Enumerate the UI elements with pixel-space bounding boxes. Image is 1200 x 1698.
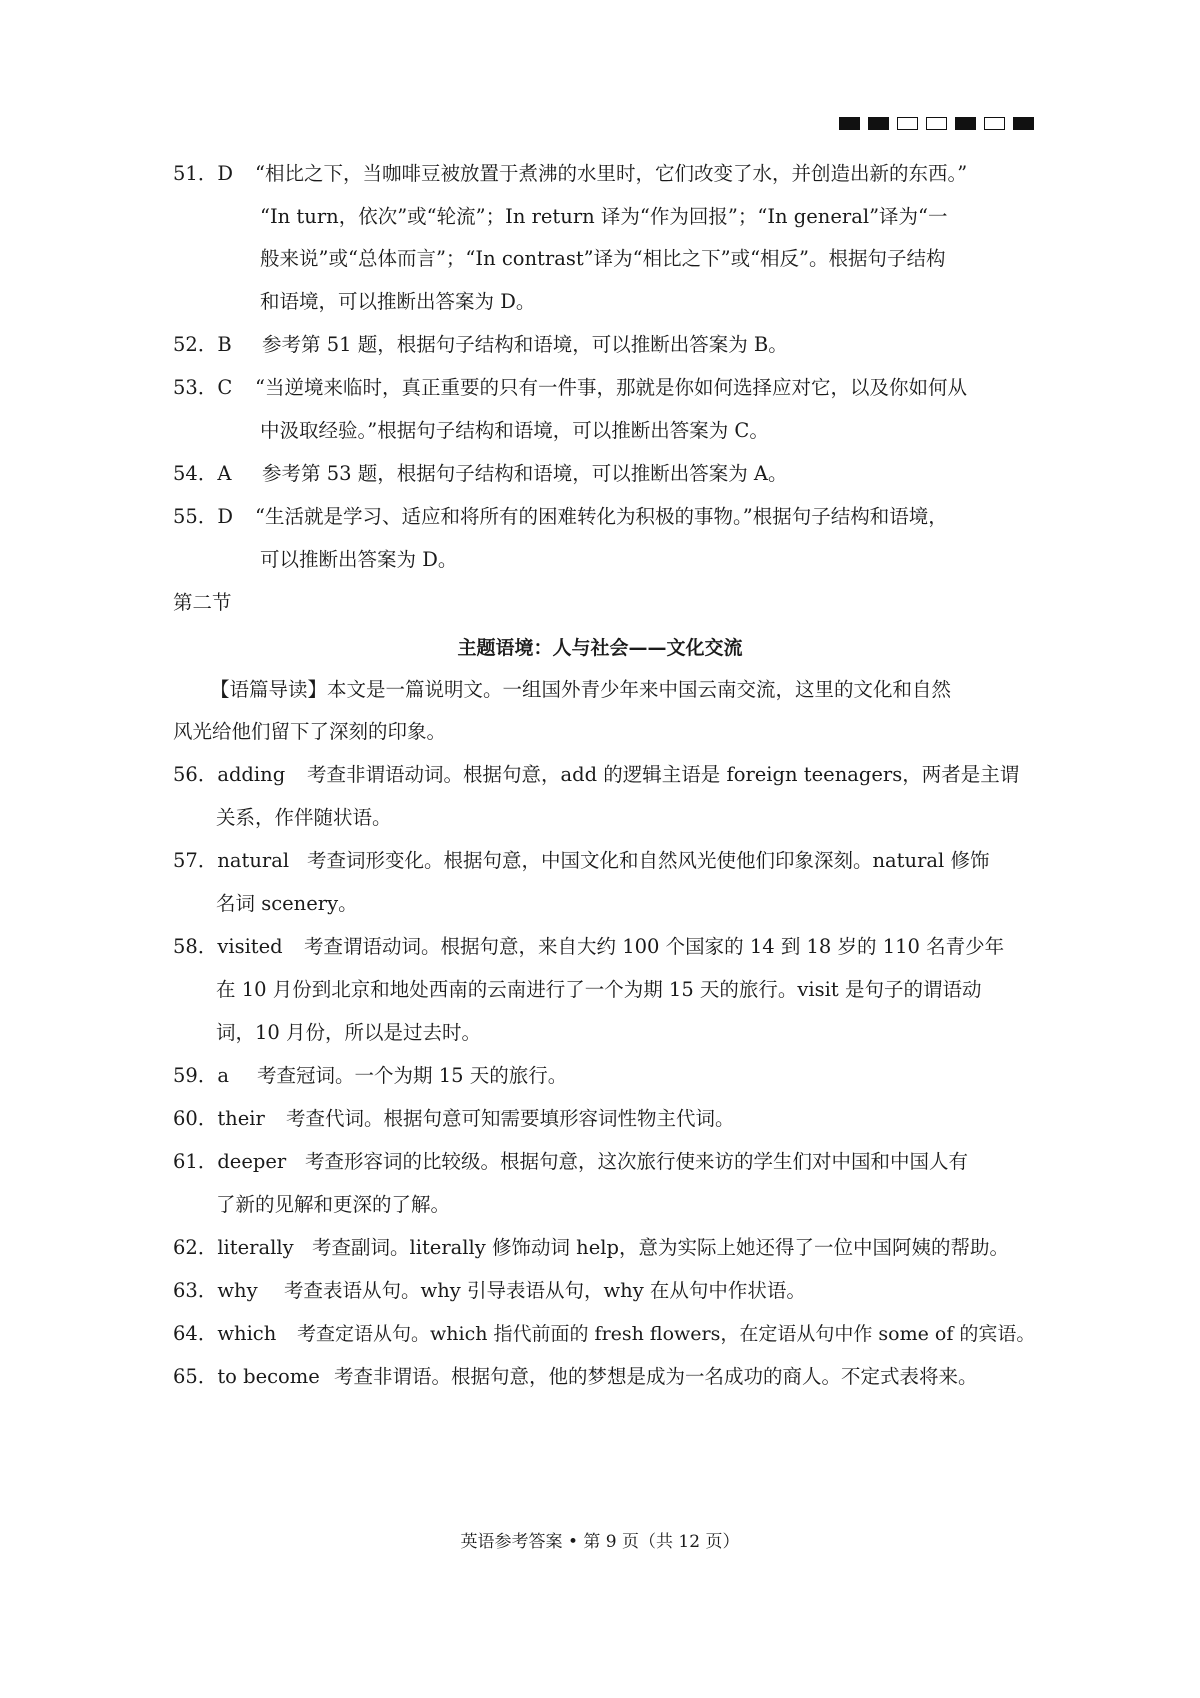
answer-text-line: 考查非谓语动词。根据句意，add 的逻辑主语是 foreign teenagers，两者是主谓 bbox=[307, 763, 1020, 786]
section-title: 主题语境：人与社会——文化交流 bbox=[457, 637, 743, 659]
intro-line: 【语篇导读】本文是一篇说明文。一组国外青少年来中国云南交流，这里的文化和自然 bbox=[210, 678, 952, 701]
answer-number: 52．B bbox=[173, 333, 232, 356]
answer-text-line: 考查词形变化。根据句意，中国文化和自然风光使他们印象深刻。natural 修饰 bbox=[307, 849, 990, 872]
section-label: 第二节 bbox=[173, 591, 232, 614]
answer-text-line: 名词 scenery。 bbox=[216, 892, 358, 915]
header-mark bbox=[955, 117, 976, 130]
header-mark bbox=[897, 117, 918, 130]
header-marks bbox=[839, 117, 1034, 130]
answer-text-line: 考查代词。根据句意可知需要填形容词性物主代词。 bbox=[286, 1107, 735, 1130]
page-footer: 英语参考答案 • 第 9 页（共 12 页） bbox=[460, 1532, 740, 1552]
answer-text-line: “当逆境来临时，真正重要的只有一件事，那就是你如何选择应对它，以及你如何从 bbox=[255, 376, 967, 399]
answer-number: 55．D bbox=[173, 505, 233, 528]
answer-number: 58．visited bbox=[173, 935, 283, 958]
answer-number: 63．why bbox=[173, 1279, 258, 1302]
answer-text-line: “In turn，依次”或“轮流”；In return 译为“作为回报”；“In general”译为“一 bbox=[260, 205, 948, 228]
answer-text-line: 参考第 53 题，根据句子结构和语境，可以推断出答案为 A。 bbox=[262, 462, 788, 485]
answer-text-line: 考查谓语动词。根据句意，来自大约 100 个国家的 14 到 18 岁的 110 名青少年 bbox=[304, 935, 1005, 958]
answer-number: 61．deeper bbox=[173, 1150, 287, 1173]
answer-text-line: 词，10 月份，所以是过去时。 bbox=[216, 1021, 482, 1044]
answer-text-line: 考查定语从句。which 指代前面的 fresh flowers，在定语从句中作 some of 的宾语。 bbox=[297, 1323, 1036, 1345]
answer-text-line: 考查副词。literally 修饰动词 help，意为实际上她还得了一位中国阿姨的帮助。 bbox=[312, 1236, 1010, 1259]
answer-text-line: 考查形容词的比较级。根据句意，这次旅行使来访的学生们对中国和中国人有 bbox=[305, 1150, 969, 1173]
answer-number: 60．their bbox=[173, 1107, 265, 1130]
answer-number: 57．natural bbox=[173, 849, 290, 872]
answer-text-line: 中汲取经验。”根据句子结构和语境，可以推断出答案为 C。 bbox=[260, 419, 769, 442]
answer-text-line: 关系，作伴随状语。 bbox=[216, 806, 392, 829]
header-mark bbox=[839, 117, 860, 130]
answer-number: 53．C bbox=[173, 376, 233, 399]
header-mark bbox=[1013, 117, 1034, 130]
intro-line: 风光给他们留下了深刻的印象。 bbox=[173, 720, 447, 743]
header-mark bbox=[868, 117, 889, 130]
answer-number: 62．literally bbox=[173, 1236, 294, 1259]
answer-text-line: 考查冠词。一个为期 15 天的旅行。 bbox=[257, 1064, 568, 1087]
answer-text-line: 般来说”或“总体而言”；“In contrast”译为“相比之下”或“相反”。根据句子结构 bbox=[260, 247, 946, 270]
answer-text-line: 可以推断出答案为 D。 bbox=[260, 548, 458, 571]
answer-number: 56．adding bbox=[173, 763, 286, 786]
answer-number: 54．A bbox=[173, 462, 232, 485]
answer-number: 51．D bbox=[173, 162, 233, 185]
answer-text-line: 了新的见解和更深的了解。 bbox=[216, 1193, 451, 1216]
answer-item-51 bbox=[173, 160, 233, 188]
answer-number: 64．which bbox=[173, 1322, 277, 1345]
answer-text-line: 参考第 51 题，根据句子结构和语境，可以推断出答案为 B。 bbox=[262, 333, 788, 356]
answer-text-line: 考查非谓语。根据句意，他的梦想是成为一名成功的商人。不定式表将来。 bbox=[334, 1365, 978, 1388]
header-mark bbox=[984, 117, 1005, 130]
answer-text-line: “相比之下，当咖啡豆被放置于煮沸的水里时，它们改变了水，并创造出新的东西。” bbox=[255, 162, 968, 185]
header-mark bbox=[926, 117, 947, 130]
answer-number: 59．a bbox=[173, 1064, 229, 1087]
answer-text-line: 在 10 月份到北京和地处西南的云南进行了一个为期 15 天的旅行。visit 是句子的谓语动 bbox=[216, 978, 982, 1001]
answer-text-line: 考查表语从句。why 引导表语从句，why 在从句中作状语。 bbox=[284, 1279, 806, 1302]
answer-number: 65．to become bbox=[173, 1365, 320, 1388]
answer-text-line: “生活就是学习、适应和将所有的困难转化为积极的事物。”根据句子结构和语境， bbox=[255, 505, 948, 528]
answer-text-line: 和语境，可以推断出答案为 D。 bbox=[260, 290, 536, 313]
